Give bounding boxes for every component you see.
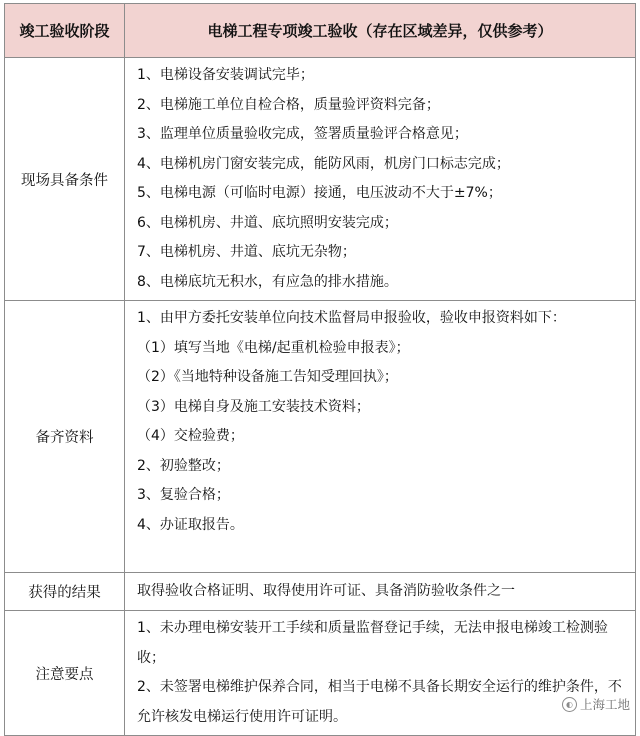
list-item: 3、监理单位质量验收完成，签署质量验评合格意见；: [137, 126, 468, 142]
content-cell: [125, 301, 636, 573]
list-item: 5、电梯电源（可临时电源）接通，电压波动不大于±7%；: [137, 185, 502, 201]
header-stage: 竣工验收阶段: [5, 4, 125, 58]
table-row: [5, 58, 636, 301]
list-item: （3）电梯自身及施工安装技术资料；: [137, 398, 370, 415]
list-item: 7、电梯机房、井道、底坑无杂物；: [137, 244, 356, 260]
content-cell: [125, 58, 636, 301]
list-item: 1、由甲方委托安装单位向技术监督局申报验收，验收申报资料如下：: [137, 310, 566, 326]
watermark-text: 上海工地: [579, 697, 630, 712]
list-item: （2）《当地特种设备施工告知受理回执》；: [137, 369, 398, 385]
list-item: 3、复验合格；: [137, 487, 230, 503]
stage-cell: 获得的结果: [5, 573, 125, 611]
watermark: [562, 695, 630, 713]
list-item: （1）填写当地《电梯/起重机检验申报表》；: [137, 339, 410, 356]
list-item: 2、电梯施工单位自检合格，质量验评资料完备；: [137, 96, 440, 113]
stage-cell: 注意要点: [5, 611, 125, 736]
stage-cell: 现场具备条件: [5, 58, 125, 301]
list-item: 1、未办理电梯安装开工手续和质量监督登记手续，无法申报电梯竣工检测验收；: [137, 620, 608, 666]
list-item: 6、电梯机房、井道、底坑照明安装完成；: [137, 214, 398, 231]
list-item: 2、初验整改；: [137, 457, 230, 474]
list-item: 1、电梯设备安装调试完毕；: [137, 67, 314, 83]
content-cell: [125, 573, 636, 611]
stage-cell: 备齐资料: [5, 301, 125, 573]
header-content: 电梯工程专项竣工验收（存在区域差异，仅供参考）: [125, 4, 636, 58]
table-row: [5, 611, 636, 736]
list-item: 8、电梯底坑无积水，有应急的排水措施。: [137, 273, 398, 290]
table-row: [5, 573, 636, 611]
table-row: [5, 301, 636, 573]
list-item: 4、电梯机房门窗安装完成，能防风雨，机房门口标志完成；: [137, 155, 510, 172]
acceptance-table: [4, 3, 636, 736]
list-item: 2、未签署电梯维护保养合同，相当于电梯不具备长期安全运行的维护条件，不允许核发电梯运行使用许可证明。: [137, 679, 622, 725]
list-item: （4）交检验费；: [137, 428, 244, 444]
list-item: 取得验收合格证明、取得使用许可证、具备消防验收条件之一: [137, 582, 515, 599]
content-cell: [125, 611, 636, 736]
list-item: 4、办证取报告。: [137, 516, 244, 533]
table-header-row: [5, 4, 636, 58]
wechat-channel-icon: ◐: [562, 697, 577, 712]
